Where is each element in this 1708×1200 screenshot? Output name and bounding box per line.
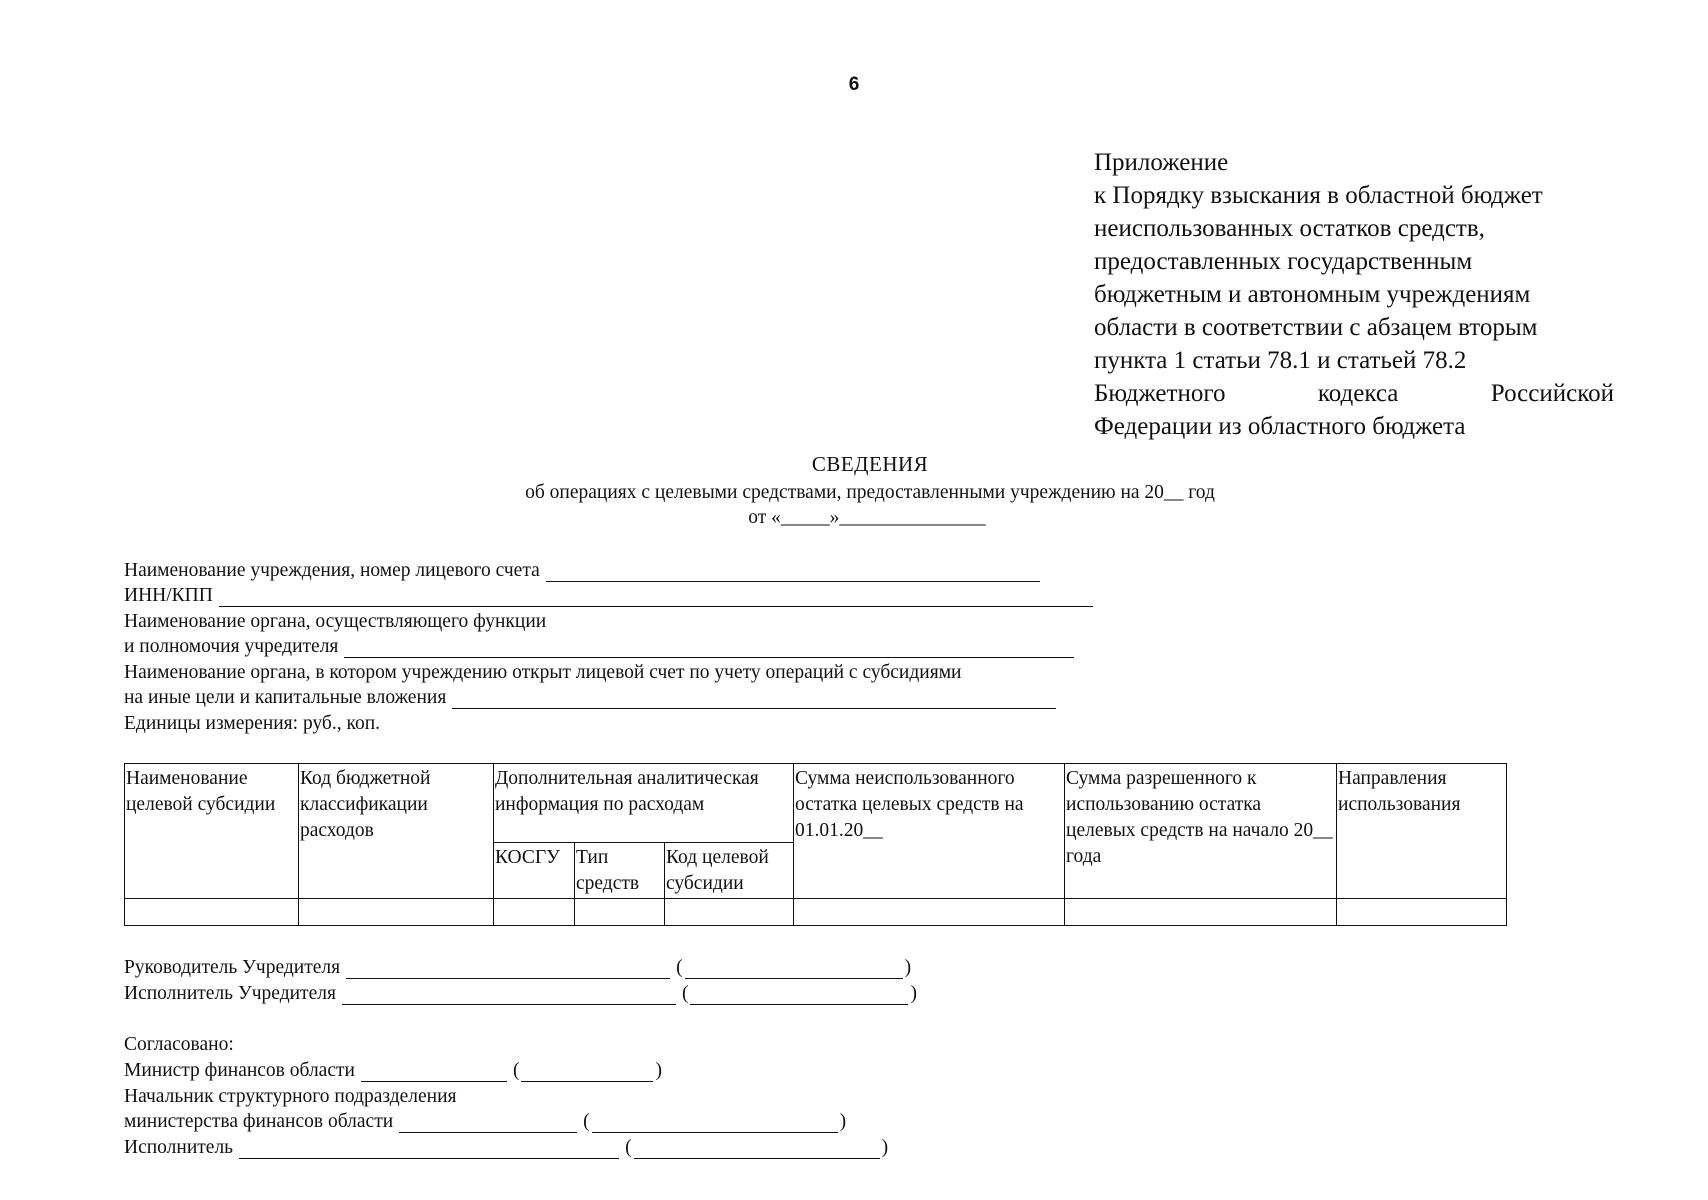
executor-label: Исполнитель Учредителя <box>124 983 336 1004</box>
minister-label: Министр финансов области <box>124 1060 355 1081</box>
account-org-blank <box>452 688 1056 709</box>
founder-label-2: и полномочия учредителя <box>124 636 339 657</box>
agreed-label <box>124 1034 234 1056</box>
founder-field <box>124 636 1074 658</box>
document-subtitle: об операциях с целевыми средствами, предоставленными учреждению на 20__ год <box>525 482 1215 503</box>
appendix-line: Федерации из областного бюджета <box>1094 413 1466 440</box>
performer-name-blank: ( ) <box>625 1137 889 1158</box>
executor-name-blank: ( ) <box>681 983 917 1004</box>
appendix-word: Российской <box>1490 380 1614 407</box>
appendix-line: бюджетным и автономным учреждениям <box>1094 281 1531 308</box>
units-line <box>124 713 380 735</box>
founder-blank <box>344 637 1074 658</box>
table-row <box>125 898 1507 925</box>
division-line1 <box>124 1086 457 1108</box>
table-cell[interactable] <box>665 898 794 925</box>
appendix-word: кодекса <box>1317 380 1399 407</box>
page-number: 6 <box>848 74 860 95</box>
account-org-field <box>124 687 1056 709</box>
founder-label-1: Наименование органа, осуществляющего функции <box>124 611 547 632</box>
institution-field <box>124 560 1040 582</box>
table-cell[interactable] <box>299 898 494 925</box>
executor-signature-blank <box>342 984 676 1005</box>
document-date-line: от «_____»_______________ <box>748 507 986 528</box>
inn-label: ИНН/КПП <box>124 585 213 606</box>
head-signature-blank <box>346 958 670 979</box>
division-signature-blank <box>399 1112 577 1133</box>
header-subsidy-code: Код целевой субсидии <box>665 843 794 898</box>
inn-field <box>124 585 1093 607</box>
header-subsidy-name: Наименование целевой субсидии <box>125 764 299 899</box>
appendix-justified-line <box>1094 377 1614 410</box>
founder-line1 <box>124 611 546 633</box>
account-org-label-2: на иные цели и капитальные вложения <box>124 687 447 708</box>
table-cell[interactable] <box>794 898 1065 925</box>
header-usage-directions: Направления использования <box>1337 764 1507 899</box>
minister-signature-blank <box>361 1061 507 1082</box>
minister-name-blank: ( ) <box>512 1060 662 1081</box>
appendix-line: предоставленных государственным <box>1094 248 1473 275</box>
table-cell[interactable] <box>494 898 575 925</box>
executor-signature <box>124 983 917 1005</box>
appendix-block <box>1094 146 1614 443</box>
appendix-line: неиспользованных остатков средств, <box>1094 215 1485 242</box>
document-title: СВЕДЕНИЯ <box>811 452 929 476</box>
appendix-line: области в соответствии с абзацем вторым <box>1094 314 1538 341</box>
minister-signature <box>124 1060 662 1082</box>
head-signature <box>124 957 911 979</box>
performer-label: Исполнитель <box>124 1137 234 1158</box>
appendix-line: пункта 1 статьи 78.1 и статьей 78.2 <box>1094 347 1467 374</box>
header-additional-info: Дополнительная аналитическая информация по расходам <box>494 764 794 843</box>
header-unused-balance: Сумма неиспользованного остатка целевых средств на 01.01.20__ <box>794 764 1065 899</box>
appendix-line: к Порядку взыскания в областной бюджет <box>1094 182 1543 209</box>
table-cell[interactable] <box>575 898 665 925</box>
performer-signature-blank <box>239 1138 619 1159</box>
header-fund-type: Тип средств <box>575 843 665 898</box>
header-allowed-balance: Сумма разрешенного к использованию остатка целевых средств на начало 20__ года <box>1065 764 1337 899</box>
head-name-blank: ( ) <box>676 957 912 978</box>
operations-table <box>124 763 1506 926</box>
performer-signature <box>124 1137 888 1159</box>
header-kosgu: КОСГУ <box>494 843 575 898</box>
table-cell[interactable] <box>1065 898 1337 925</box>
account-org-line1 <box>124 662 961 684</box>
division-name-blank: ( ) <box>583 1111 847 1132</box>
appendix-word: Бюджетного <box>1094 380 1226 407</box>
agreed-text: Согласовано: <box>124 1034 234 1055</box>
head-label: Руководитель Учредителя <box>124 957 341 978</box>
appendix-line: Приложение <box>1094 149 1229 176</box>
division-signature <box>124 1111 846 1133</box>
division-label-1: Начальник структурного подразделения <box>124 1086 457 1107</box>
account-org-label-1: Наименование органа, в котором учреждению открыт лицевой счет по учету операций с субсидиями <box>124 662 962 683</box>
inn-blank <box>219 586 1093 607</box>
table-cell[interactable] <box>1337 898 1507 925</box>
institution-label: Наименование учреждения, номер лицевого счета <box>124 560 540 581</box>
division-label-2: министерства финансов области <box>124 1111 394 1132</box>
units-label: Единицы измерения: руб., коп. <box>124 713 381 734</box>
institution-blank <box>546 561 1040 582</box>
header-budget-code: Код бюджетной классификации расходов <box>299 764 494 899</box>
table-cell[interactable] <box>125 898 299 925</box>
